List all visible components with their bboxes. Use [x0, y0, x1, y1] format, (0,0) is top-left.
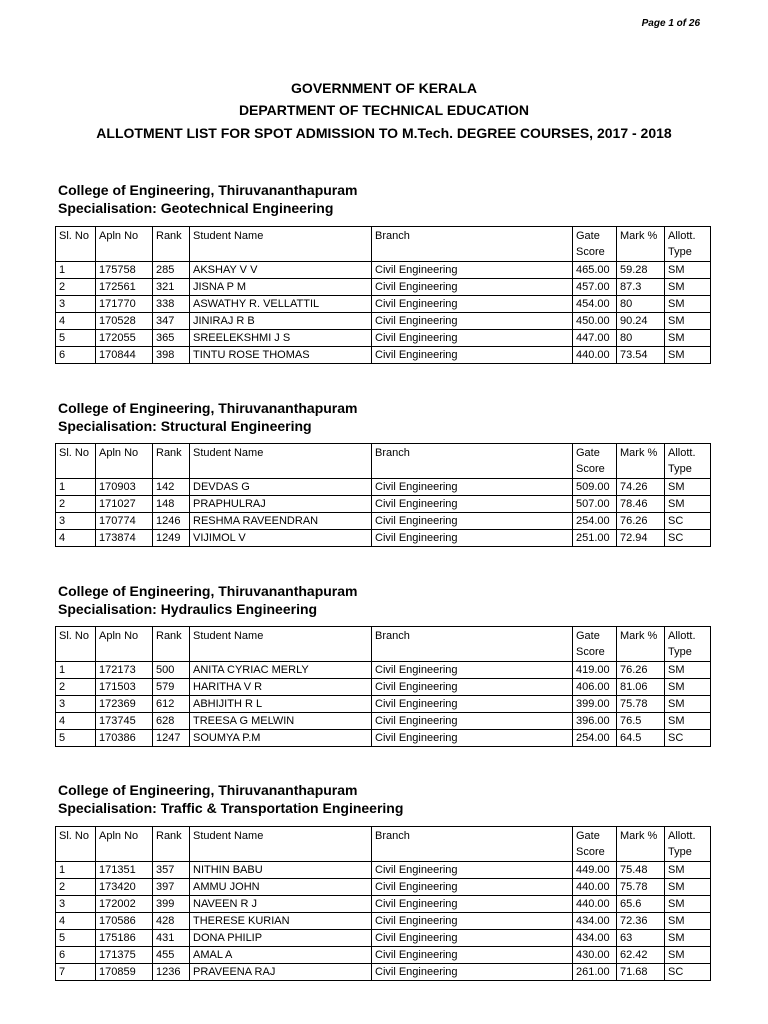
- table-cell: 1246: [153, 513, 190, 530]
- table-cell: 172002: [96, 896, 153, 913]
- table-cell: 357: [153, 862, 190, 879]
- table-cell: SM: [665, 679, 711, 696]
- table-cell: 457.00: [573, 279, 617, 296]
- table-cell: SM: [665, 330, 711, 347]
- table-cell: VIJIMOL V: [190, 530, 372, 547]
- table-cell: SM: [665, 696, 711, 713]
- table-row: [56, 679, 711, 696]
- table-row: [56, 696, 711, 713]
- table-row: [56, 964, 711, 981]
- table-cell: AMMU JOHN: [190, 879, 372, 896]
- column-header: [573, 444, 617, 479]
- column-header: [190, 827, 372, 862]
- table-cell: 440.00: [573, 347, 617, 364]
- table-cell: 72.36: [617, 913, 665, 930]
- table-row: [56, 347, 711, 364]
- column-header: [665, 444, 711, 479]
- table-cell: Civil Engineering: [372, 696, 573, 713]
- table-header-row: [56, 227, 711, 262]
- table-cell: 170586: [96, 913, 153, 930]
- table-cell: 172055: [96, 330, 153, 347]
- column-header: [56, 627, 96, 662]
- column-header-label: Apln No: [99, 830, 139, 842]
- column-header-label: Apln No: [99, 630, 139, 642]
- table-cell: 6: [56, 947, 96, 964]
- table-cell: 507.00: [573, 496, 617, 513]
- table-row: [56, 530, 711, 547]
- table-cell: 365: [153, 330, 190, 347]
- column-header-label: Branch: [375, 630, 410, 642]
- table-row: [56, 662, 711, 679]
- table-cell: 172561: [96, 279, 153, 296]
- table-row: [56, 896, 711, 913]
- table-cell: SM: [665, 662, 711, 679]
- college-name: College of Engineering, Thiruvananthapuram: [58, 182, 358, 198]
- column-header-label: Type: [668, 846, 692, 858]
- column-header: [96, 444, 153, 479]
- table-cell: 170844: [96, 347, 153, 364]
- column-header-label: Type: [668, 463, 692, 475]
- table-cell: 447.00: [573, 330, 617, 347]
- table-cell: 172369: [96, 696, 153, 713]
- column-header-label: Type: [668, 246, 692, 258]
- table-cell: 170528: [96, 313, 153, 330]
- column-header: [96, 627, 153, 662]
- table-cell: 80: [617, 330, 665, 347]
- table-cell: 254.00: [573, 730, 617, 747]
- table-cell: JISNA P M: [190, 279, 372, 296]
- table-row: [56, 313, 711, 330]
- table-cell: Civil Engineering: [372, 330, 573, 347]
- table-cell: 6: [56, 347, 96, 364]
- table-cell: 450.00: [573, 313, 617, 330]
- column-header-label: Type: [668, 646, 692, 658]
- column-header-label: Rank: [156, 830, 182, 842]
- table-cell: 509.00: [573, 479, 617, 496]
- table-cell: 76.5: [617, 713, 665, 730]
- table-cell: SM: [665, 262, 711, 279]
- table-cell: AKSHAY V V: [190, 262, 372, 279]
- column-header: [96, 827, 153, 862]
- table-cell: 465.00: [573, 262, 617, 279]
- column-header-label: Allott.: [668, 230, 696, 242]
- column-header-label: Apln No: [99, 447, 139, 459]
- column-header-label: Branch: [375, 447, 410, 459]
- table-cell: 396.00: [573, 713, 617, 730]
- table-cell: 2: [56, 279, 96, 296]
- table-cell: 428: [153, 913, 190, 930]
- table-cell: 175186: [96, 930, 153, 947]
- table-cell: 171770: [96, 296, 153, 313]
- column-header-label: Sl. No: [59, 447, 89, 459]
- table-row: [56, 279, 711, 296]
- table-cell: 440.00: [573, 896, 617, 913]
- column-header: [372, 227, 573, 262]
- column-header: [56, 827, 96, 862]
- table-cell: 261.00: [573, 964, 617, 981]
- table-cell: 338: [153, 296, 190, 313]
- table-cell: 440.00: [573, 879, 617, 896]
- table-cell: 285: [153, 262, 190, 279]
- table-cell: HARITHA V R: [190, 679, 372, 696]
- table-cell: 5: [56, 930, 96, 947]
- column-header: [56, 444, 96, 479]
- table-cell: Civil Engineering: [372, 296, 573, 313]
- table-cell: Civil Engineering: [372, 496, 573, 513]
- column-header: [190, 627, 372, 662]
- column-header: [617, 627, 665, 662]
- column-header-label: Allott.: [668, 830, 696, 842]
- column-header: [153, 227, 190, 262]
- table-cell: PRAVEENA RAJ: [190, 964, 372, 981]
- allotment-table: [55, 443, 711, 547]
- column-header-label: Gate: [576, 447, 600, 459]
- table-cell: 4: [56, 313, 96, 330]
- table-cell: 399: [153, 896, 190, 913]
- table-cell: ABHIJITH R L: [190, 696, 372, 713]
- table-header-row: [56, 444, 711, 479]
- column-header: [665, 827, 711, 862]
- table-cell: NITHIN BABU: [190, 862, 372, 879]
- table-cell: 5: [56, 330, 96, 347]
- column-header-label: Student Name: [193, 230, 264, 242]
- column-header-label: Student Name: [193, 447, 264, 459]
- table-cell: ASWATHY R. VELLATTIL: [190, 296, 372, 313]
- table-cell: 63: [617, 930, 665, 947]
- specialisation-name: Specialisation: Structural Engineering: [58, 418, 312, 434]
- table-cell: 75.78: [617, 879, 665, 896]
- table-cell: 173745: [96, 713, 153, 730]
- column-header-label: Mark %: [620, 830, 658, 842]
- table-cell: NAVEEN R J: [190, 896, 372, 913]
- table-cell: 3: [56, 296, 96, 313]
- table-cell: 90.24: [617, 313, 665, 330]
- table-cell: ANITA CYRIAC MERLY: [190, 662, 372, 679]
- column-header-label: Gate: [576, 830, 600, 842]
- table-cell: 75.48: [617, 862, 665, 879]
- table-cell: 4: [56, 530, 96, 547]
- table-cell: TINTU ROSE THOMAS: [190, 347, 372, 364]
- section-heading: [58, 181, 357, 217]
- table-cell: Civil Engineering: [372, 262, 573, 279]
- column-header-label: Branch: [375, 230, 410, 242]
- table-cell: 500: [153, 662, 190, 679]
- allotment-table: [55, 826, 711, 981]
- table-cell: 397: [153, 879, 190, 896]
- table-row: [56, 262, 711, 279]
- table-cell: Civil Engineering: [372, 964, 573, 981]
- table-cell: SM: [665, 347, 711, 364]
- table-cell: Civil Engineering: [372, 347, 573, 364]
- table-cell: 1236: [153, 964, 190, 981]
- table-cell: Civil Engineering: [372, 279, 573, 296]
- column-header: [573, 227, 617, 262]
- table-cell: Civil Engineering: [372, 879, 573, 896]
- column-header-label: Sl. No: [59, 830, 89, 842]
- column-header: [153, 827, 190, 862]
- table-cell: Civil Engineering: [372, 479, 573, 496]
- college-name: College of Engineering, Thiruvananthapuram: [58, 583, 358, 599]
- table-cell: 74.26: [617, 479, 665, 496]
- table-cell: Civil Engineering: [372, 947, 573, 964]
- table-cell: 455: [153, 947, 190, 964]
- table-cell: 4: [56, 713, 96, 730]
- table-cell: SM: [665, 947, 711, 964]
- table-cell: 251.00: [573, 530, 617, 547]
- table-cell: 170903: [96, 479, 153, 496]
- section-heading: [58, 399, 357, 435]
- table-cell: 175758: [96, 262, 153, 279]
- column-header: [573, 627, 617, 662]
- section-heading: [58, 781, 403, 817]
- table-cell: 62.42: [617, 947, 665, 964]
- table-cell: SREELEKSHMI J S: [190, 330, 372, 347]
- column-header-label: Rank: [156, 447, 182, 459]
- column-header-label: Student Name: [193, 630, 264, 642]
- table-cell: 7: [56, 964, 96, 981]
- table-cell: PRAPHULRAJ: [190, 496, 372, 513]
- table-cell: 73.54: [617, 347, 665, 364]
- table-cell: 171503: [96, 679, 153, 696]
- table-cell: SM: [665, 896, 711, 913]
- table-cell: SC: [665, 530, 711, 547]
- table-cell: 1249: [153, 530, 190, 547]
- column-header: [190, 444, 372, 479]
- column-header: [56, 227, 96, 262]
- column-header-label: Mark %: [620, 630, 658, 642]
- column-header-label: Score: [576, 463, 605, 475]
- table-cell: THERESE KURIAN: [190, 913, 372, 930]
- college-name: College of Engineering, Thiruvananthapuram: [58, 782, 358, 798]
- table-cell: 4: [56, 913, 96, 930]
- table-cell: Civil Engineering: [372, 530, 573, 547]
- table-cell: AMAL A: [190, 947, 372, 964]
- table-cell: SM: [665, 879, 711, 896]
- table-cell: 142: [153, 479, 190, 496]
- table-cell: 173874: [96, 530, 153, 547]
- header-government: GOVERNMENT OF KERALA: [291, 80, 477, 96]
- header-allotment-title: ALLOTMENT LIST FOR SPOT ADMISSION TO M.Tech. DEGREE COURSES, 2017 - 2018: [96, 125, 672, 141]
- table-cell: 406.00: [573, 679, 617, 696]
- column-header: [372, 444, 573, 479]
- table-cell: 1: [56, 262, 96, 279]
- column-header: [665, 227, 711, 262]
- table-cell: TREESA G MELWIN: [190, 713, 372, 730]
- table-cell: 434.00: [573, 930, 617, 947]
- table-cell: 430.00: [573, 947, 617, 964]
- table-cell: 399.00: [573, 696, 617, 713]
- table-cell: 321: [153, 279, 190, 296]
- table-cell: 434.00: [573, 913, 617, 930]
- table-row: [56, 496, 711, 513]
- table-cell: 1: [56, 862, 96, 879]
- table-cell: 76.26: [617, 513, 665, 530]
- table-cell: 2: [56, 879, 96, 896]
- table-cell: 1247: [153, 730, 190, 747]
- column-header-label: Score: [576, 846, 605, 858]
- table-cell: Civil Engineering: [372, 730, 573, 747]
- table-cell: 1: [56, 479, 96, 496]
- table-row: [56, 730, 711, 747]
- table-cell: Civil Engineering: [372, 713, 573, 730]
- table-cell: 81.06: [617, 679, 665, 696]
- section-heading: [58, 582, 357, 618]
- table-cell: JINIRAJ R B: [190, 313, 372, 330]
- table-cell: SM: [665, 279, 711, 296]
- table-cell: 65.6: [617, 896, 665, 913]
- table-cell: 80: [617, 296, 665, 313]
- table-cell: Civil Engineering: [372, 896, 573, 913]
- table-cell: 173420: [96, 879, 153, 896]
- table-header-row: [56, 627, 711, 662]
- column-header: [153, 444, 190, 479]
- column-header-label: Branch: [375, 830, 410, 842]
- column-header-label: Sl. No: [59, 230, 89, 242]
- table-cell: 172173: [96, 662, 153, 679]
- table-cell: 148: [153, 496, 190, 513]
- column-header-label: Apln No: [99, 230, 139, 242]
- table-cell: 171375: [96, 947, 153, 964]
- header-department: DEPARTMENT OF TECHNICAL EDUCATION: [238, 102, 530, 118]
- table-cell: Civil Engineering: [372, 930, 573, 947]
- table-cell: Civil Engineering: [372, 862, 573, 879]
- table-cell: SM: [665, 296, 711, 313]
- table-cell: SM: [665, 930, 711, 947]
- column-header: [617, 444, 665, 479]
- table-cell: Civil Engineering: [372, 313, 573, 330]
- table-cell: 454.00: [573, 296, 617, 313]
- table-row: [56, 930, 711, 947]
- table-cell: 3: [56, 513, 96, 530]
- table-cell: 628: [153, 713, 190, 730]
- column-header: [665, 627, 711, 662]
- allotment-table: [55, 226, 711, 364]
- specialisation-name: Specialisation: Traffic & Transportation Engineering: [58, 800, 404, 816]
- allotment-table: [55, 626, 711, 747]
- column-header: [617, 827, 665, 862]
- table-row: [56, 862, 711, 879]
- table-cell: 347: [153, 313, 190, 330]
- table-row: [56, 296, 711, 313]
- column-header-label: Rank: [156, 230, 182, 242]
- table-cell: SC: [665, 513, 711, 530]
- table-cell: SM: [665, 913, 711, 930]
- table-cell: 171027: [96, 496, 153, 513]
- table-cell: 5: [56, 730, 96, 747]
- column-header-label: Mark %: [620, 447, 658, 459]
- table-cell: 579: [153, 679, 190, 696]
- table-cell: 76.26: [617, 662, 665, 679]
- table-cell: 170774: [96, 513, 153, 530]
- table-cell: 87.3: [617, 279, 665, 296]
- table-cell: Civil Engineering: [372, 679, 573, 696]
- table-row: [56, 879, 711, 896]
- table-cell: SC: [665, 964, 711, 981]
- table-cell: DEVDAS G: [190, 479, 372, 496]
- table-cell: 71.68: [617, 964, 665, 981]
- column-header-label: Mark %: [620, 230, 658, 242]
- table-cell: 2: [56, 679, 96, 696]
- table-cell: SM: [665, 313, 711, 330]
- table-cell: SM: [665, 862, 711, 879]
- college-name: College of Engineering, Thiruvananthapuram: [58, 400, 358, 416]
- table-cell: 78.46: [617, 496, 665, 513]
- table-cell: 398: [153, 347, 190, 364]
- specialisation-name: Specialisation: Hydraulics Engineering: [58, 601, 318, 617]
- column-header-label: Sl. No: [59, 630, 89, 642]
- column-header-label: Score: [576, 246, 605, 258]
- table-cell: SM: [665, 496, 711, 513]
- table-cell: RESHMA RAVEENDRAN: [190, 513, 372, 530]
- table-cell: 449.00: [573, 862, 617, 879]
- column-header: [573, 827, 617, 862]
- table-cell: 3: [56, 896, 96, 913]
- column-header: [617, 227, 665, 262]
- table-cell: 59.28: [617, 262, 665, 279]
- table-cell: Civil Engineering: [372, 662, 573, 679]
- table-cell: 75.78: [617, 696, 665, 713]
- page-number: Page 1 of 26: [641, 18, 700, 29]
- table-row: [56, 913, 711, 930]
- table-cell: 3: [56, 696, 96, 713]
- column-header-label: Rank: [156, 630, 182, 642]
- table-cell: 419.00: [573, 662, 617, 679]
- column-header-label: Student Name: [193, 830, 264, 842]
- table-row: [56, 330, 711, 347]
- table-cell: 1: [56, 662, 96, 679]
- column-header-label: Gate: [576, 630, 600, 642]
- specialisation-name: Specialisation: Geotechnical Engineering: [58, 200, 334, 216]
- table-cell: SOUMYA P.M: [190, 730, 372, 747]
- table-cell: 254.00: [573, 513, 617, 530]
- table-cell: Civil Engineering: [372, 913, 573, 930]
- table-cell: 2: [56, 496, 96, 513]
- column-header: [372, 627, 573, 662]
- column-header: [190, 227, 372, 262]
- table-row: [56, 713, 711, 730]
- column-header: [96, 227, 153, 262]
- table-cell: 170859: [96, 964, 153, 981]
- table-cell: 171351: [96, 862, 153, 879]
- column-header: [153, 627, 190, 662]
- table-cell: 64.5: [617, 730, 665, 747]
- table-cell: Civil Engineering: [372, 513, 573, 530]
- table-cell: SM: [665, 713, 711, 730]
- column-header-label: Allott.: [668, 447, 696, 459]
- table-cell: SM: [665, 479, 711, 496]
- table-cell: 170386: [96, 730, 153, 747]
- table-cell: DONA PHILIP: [190, 930, 372, 947]
- column-header-label: Score: [576, 646, 605, 658]
- table-row: [56, 947, 711, 964]
- table-cell: 431: [153, 930, 190, 947]
- table-row: [56, 479, 711, 496]
- table-row: [56, 513, 711, 530]
- table-header-row: [56, 827, 711, 862]
- column-header-label: Gate: [576, 230, 600, 242]
- column-header: [372, 827, 573, 862]
- table-cell: 72.94: [617, 530, 665, 547]
- column-header-label: Allott.: [668, 630, 696, 642]
- table-cell: SC: [665, 730, 711, 747]
- table-cell: 612: [153, 696, 190, 713]
